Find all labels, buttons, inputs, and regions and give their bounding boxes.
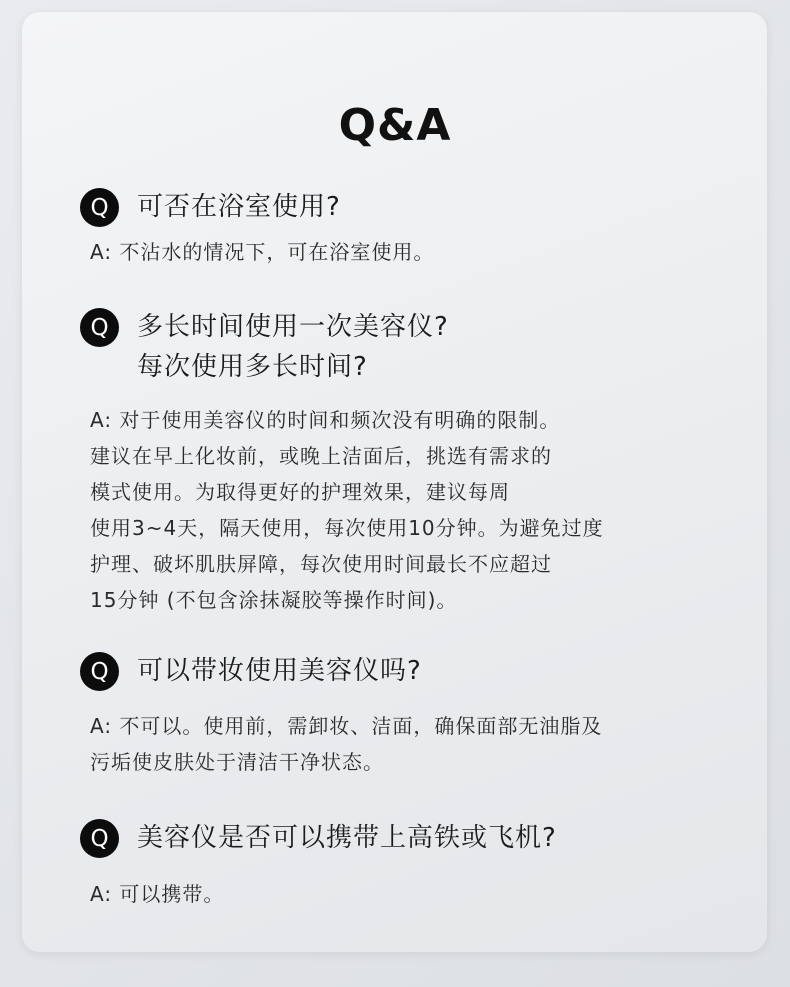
question-line: 每次使用多长时间?	[137, 352, 368, 382]
question-line: 多长时间使用一次美容仪?	[137, 312, 449, 342]
question-text	[137, 307, 449, 387]
answer-3	[90, 708, 730, 780]
answer-line: A: 可以携带。	[90, 882, 225, 906]
answer-4	[90, 876, 730, 912]
answer-line: 15分钟 (不包含涂抹凝胶等操作时间)。	[90, 588, 458, 612]
answer-line: 使用3~4天，隔天使用，每次使用10分钟。为避免过度	[90, 516, 604, 540]
answer-line: 建议在早上化妆前，或晚上洁面后，挑选有需求的	[90, 444, 552, 468]
q-badge-icon: Q	[80, 819, 119, 858]
answer-line: 模式使用。为取得更好的护理效果，建议每周	[90, 480, 510, 504]
question-line: 可以带妆使用美容仪吗?	[137, 656, 422, 686]
question-2	[80, 307, 449, 387]
answer-1	[90, 234, 730, 270]
question-line: 美容仪是否可以携带上高铁或飞机?	[137, 823, 557, 853]
answer-line: A: 对于使用美容仪的时间和频次没有明确的限制。	[90, 408, 561, 432]
answer-2	[90, 402, 730, 618]
question-text	[137, 651, 422, 691]
answer-line: A: 不可以。使用前，需卸妆、洁面，确保面部无油脂及	[90, 714, 603, 738]
answer-line: A: 不沾水的情况下，可在浴室使用。	[90, 240, 435, 264]
answer-line: 污垢使皮肤处于清洁干净状态。	[90, 750, 384, 774]
question-4	[80, 818, 557, 858]
question-line: 可否在浴室使用?	[137, 192, 341, 222]
answer-line: 护理、破坏肌肤屏障，每次使用时间最长不应超过	[90, 552, 552, 576]
q-badge-icon: Q	[80, 308, 119, 347]
question-text	[137, 187, 341, 227]
question-text	[137, 818, 557, 858]
question-1	[80, 187, 341, 227]
q-badge-icon: Q	[80, 188, 119, 227]
page-title: Q&A	[338, 100, 452, 151]
q-badge-icon: Q	[80, 652, 119, 691]
question-3	[80, 651, 422, 691]
